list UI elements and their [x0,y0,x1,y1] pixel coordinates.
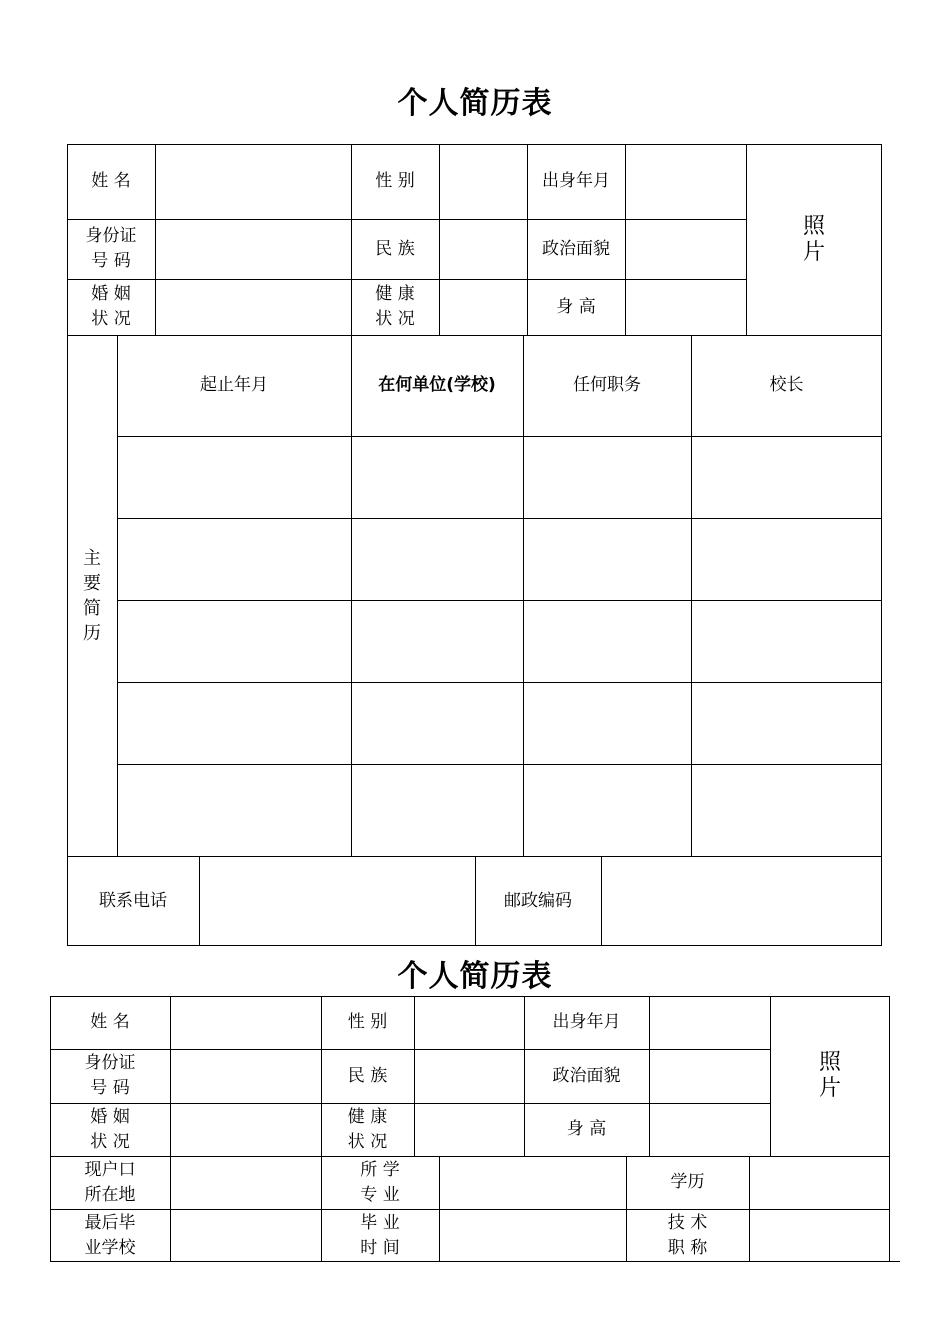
form1-photo-field[interactable] [747,145,881,334]
form1-history-row-1[interactable] [118,437,881,517]
form1-history-row-4[interactable] [118,683,881,763]
form2-politics-field[interactable] [650,1050,769,1102]
form1-photo-label: 照 片 [802,213,825,265]
form2-name-field[interactable] [171,997,320,1048]
form2-height-label: 身 高 [566,1119,607,1139]
form1-height-field[interactable] [626,280,745,334]
form1-id-number-field[interactable] [156,220,350,278]
form2-id-number-field[interactable] [171,1050,320,1102]
form1-history-header-unit: 在何单位(学校) [378,375,496,395]
form1-birth-field[interactable] [626,145,745,218]
form2-birth-label: 出身年月 [552,1012,621,1032]
form1-politics-label: 政治面貌 [542,238,610,259]
form2-name-label: 姓 名 [90,1012,130,1032]
form2-grad-time-field[interactable] [440,1210,625,1261]
form2-photo-label: 照 片 [818,1050,841,1101]
form2-ethnicity-label: 民 族 [347,1065,388,1086]
form1-history-side-label: 主 要 简 历 [83,547,101,644]
form2-photo-field[interactable] [771,997,889,1155]
form2-politics-label: 政治面貌 [552,1065,621,1086]
form1-phone-label: 联系电话 [99,890,167,911]
form1-marital-label: 婚 姻 状 况 [91,284,131,329]
form2-grad-time-label: 毕 业 时 间 [360,1212,400,1258]
form2-title-rank-field[interactable] [750,1210,889,1261]
form2-hukou-label: 现户口 所在地 [84,1159,136,1205]
form2-id-number-label: 身份证 号 码 [84,1053,136,1098]
form2-ethnicity-field[interactable] [415,1050,523,1102]
form1-ethnicity-field[interactable] [440,220,526,278]
form1-postcode-field[interactable] [602,857,881,945]
form1-health-label: 健 康 状 况 [375,284,415,329]
form2-title: 个人简历表 [397,959,553,994]
form1-marital-field[interactable] [156,280,350,334]
form1-ethnicity-label: 民 族 [375,238,415,259]
form2-marital-label: 婚 姻 状 况 [90,1106,130,1152]
form2-major-field[interactable] [440,1157,625,1208]
form1-name-field[interactable] [156,145,350,218]
form2-school-field[interactable] [171,1210,320,1261]
form1-history-header-period: 起止年月 [200,375,268,395]
form2-marital-field[interactable] [171,1104,320,1155]
form2-birth-field[interactable] [650,997,769,1048]
form1-id-number-label: 身份证 号 码 [85,226,137,271]
form1-history-row-3[interactable] [118,601,881,681]
form1-title: 个人简历表 [397,86,553,121]
form1-history-header-principal: 校长 [769,375,804,395]
form1-gender-label: 性 别 [375,171,415,191]
form2-title-rank-label: 技 术 职 称 [667,1212,708,1258]
form1-history-row-2[interactable] [118,519,881,599]
form1-name-label: 姓 名 [91,171,131,191]
form2-gender-field[interactable] [415,997,523,1048]
form1-history-header-position: 任何职务 [573,375,641,395]
form2-major-label: 所 学 专 业 [360,1159,400,1205]
form2-hukou-field[interactable] [171,1157,320,1208]
form1-height-label: 身 高 [556,296,596,317]
form2-education-label: 学历 [670,1172,705,1192]
form2-health-label: 健 康 状 况 [347,1106,388,1152]
form2-height-field[interactable] [650,1104,769,1155]
form2-health-field[interactable] [415,1104,523,1155]
form1-gender-field[interactable] [440,145,526,218]
form1-birth-label: 出身年月 [542,171,610,191]
form2-school-label: 最后毕 业学校 [84,1212,136,1258]
form2-education-field[interactable] [750,1157,889,1208]
form1-history-row-5[interactable] [118,765,881,855]
form1-phone-field[interactable] [200,857,474,945]
form1-postcode-label: 邮政编码 [504,890,572,911]
form1-health-field[interactable] [440,280,526,334]
form1-politics-field[interactable] [626,220,745,278]
form2-gender-label: 性 别 [347,1012,388,1032]
